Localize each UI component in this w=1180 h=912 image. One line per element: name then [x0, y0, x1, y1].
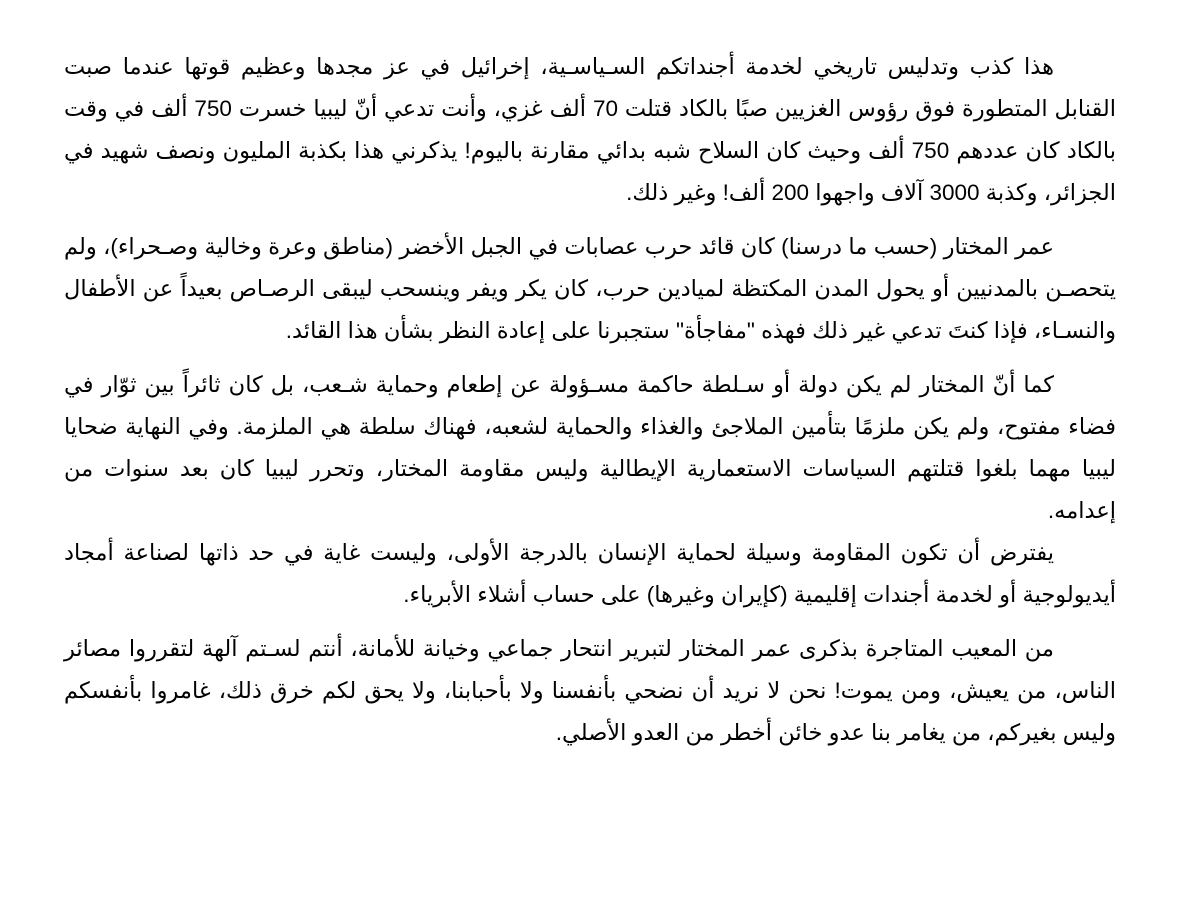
- document-body: [64, 46, 1116, 754]
- paragraph-2: عمر المختار (حسب ما درسنا) كان قائد حرب عصابات في الجبل الأخضر (مناطق وعرة وخالية وصـحراء)، ولم يتحصـن بالمدنيين أو يحول المدن المكتظة لميادين حرب، كان يكر ويفر وينسحب ليبقى الرصـاص بعيداً عن الأطفال والنسـاء، فإذا كنتَ تدعي غير ذلك فهذه "مفاجأة" ستجبرنا على إعادة النظر بشأن هذا القائد.: [64, 234, 1116, 343]
- paragraph-4: يفترض أن تكون المقاومة وسيلة لحماية الإنسان بالدرجة الأولى، وليست غاية في حد ذاتها لصناعة أمجاد أيديولوجية أو لخدمة أجندات إقليمية (كإيران وغيرها) على حساب أشلاء الأبرياء.: [64, 540, 1116, 607]
- paragraph-5: من المعيب المتاجرة بذكرى عمر المختار لتبرير انتحار جماعي وخيانة للأمانة، أنتم لسـتم آلهة لتقرروا مصائر الناس، من يعيش، ومن يموت! نحن لا نريد أن نضحي بأنفسنا ولا بأحبابنا، ولا يحق لكم خرق ذلك، غامروا بأنفسكم وليس بغيركم، من يغامر بنا عدو خائن أخطر من العدو الأصلي.: [64, 636, 1116, 745]
- paragraph-1: هذا كذب وتدليس تاريخي لخدمة أجنداتكم السـياسـية، إخرائيل في عز مجدها وعظيم قوتها عندما صبت القنابل المتطورة فوق رؤوس الغزيين صبًا بالكاد قتلت 70 ألف غزي، وأنت تدعي أنّ ليبيا خسرت 750 ألف في وقت بالكاد كان عددهم 750 ألف وحيث كان السلاح شبه بدائي مقارنة باليوم! يذكرني هذا بكذبة المليون ونصف شهيد في الجزائر، وكذبة 3000 آلاف واجهوا 200 ألف! وغير ذلك.: [64, 54, 1116, 205]
- paragraph-3: كما أنّ المختار لم يكن دولة أو سـلطة حاكمة مسـؤولة عن إطعام وحماية شـعب، بل كان ثائراً بين ثوّار في فضاء مفتوح، ولم يكن ملزمًا بتأمين الملاجئ والغذاء والحماية لشعبه، فهناك سلطة هي الملزمة. وفي النهاية ضحايا ليبيا مهما بلغوا قتلتهم السياسات الاستعمارية الإيطالية وليس مقاومة المختار، وتحرر ليبيا كان بعد سنوات من إعدامه.: [64, 372, 1116, 523]
